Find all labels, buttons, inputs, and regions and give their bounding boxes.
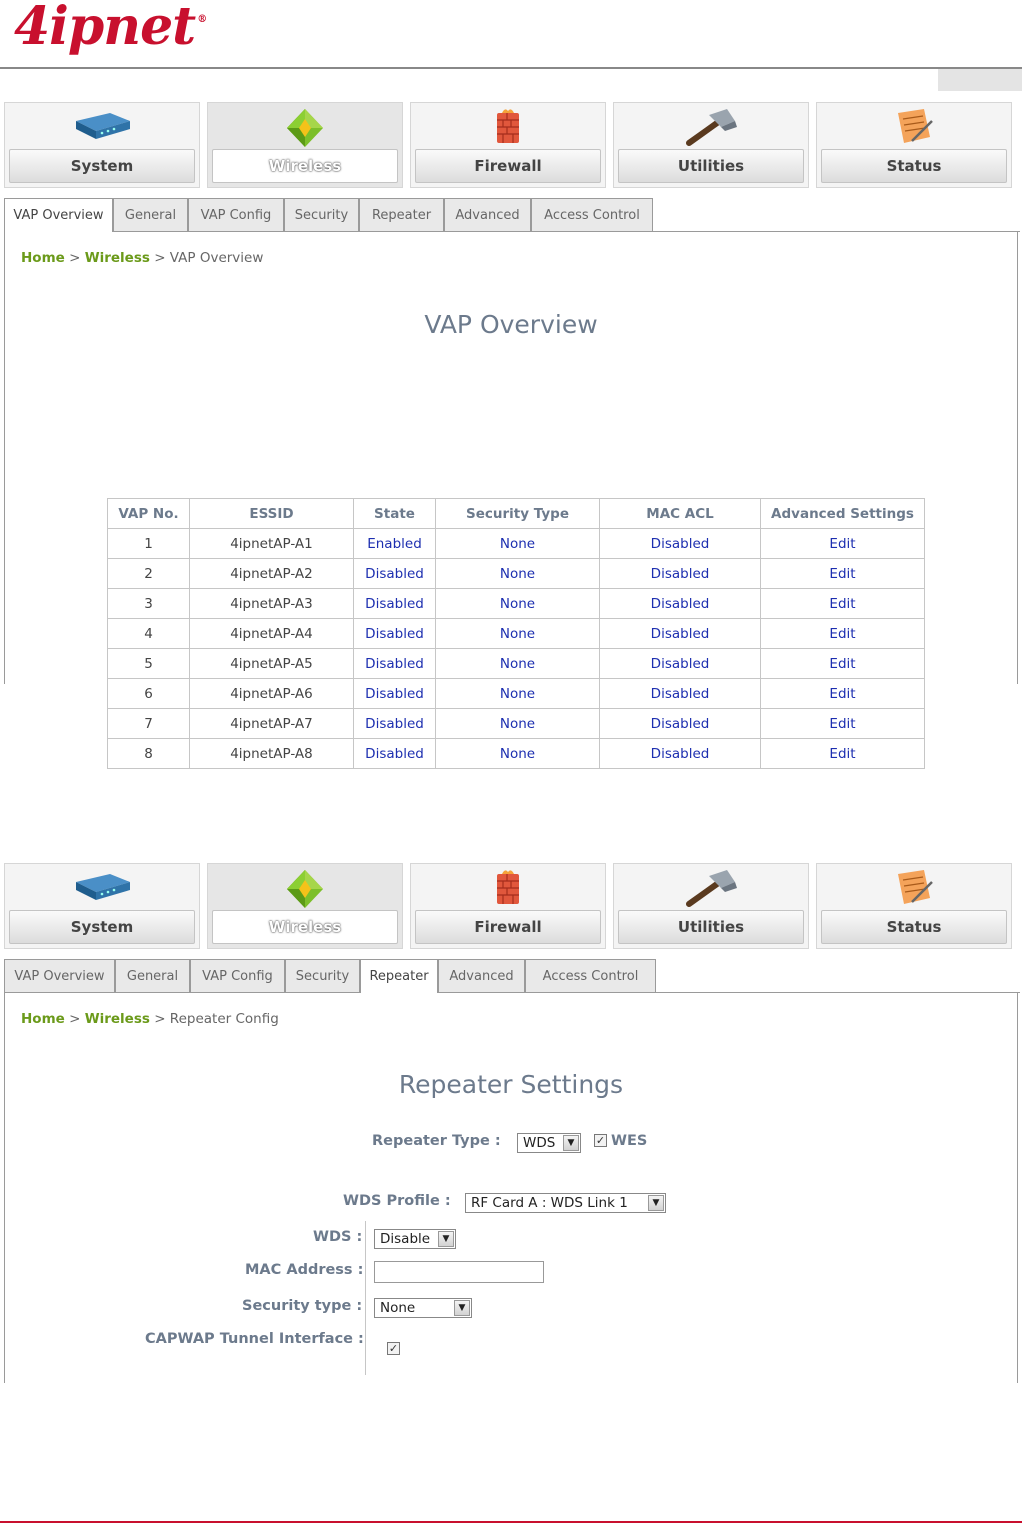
essid-cell: 4ipnetAP-A2 [190,559,354,589]
brand-logo: 4ipnet ® [14,0,207,57]
security-type-link[interactable]: None [436,649,600,679]
router-icon [5,868,199,910]
nav-label: Wireless [212,149,398,183]
vap-number-cell: 3 [108,589,190,619]
breadcrumb: Home > Wireless > VAP Overview [21,250,264,266]
essid-cell: 4ipnetAP-A7 [190,709,354,739]
nav-label: Wireless [212,910,398,944]
tab-access-control[interactable]: Access Control [531,198,653,231]
wireless-icon [208,107,402,149]
page-title: Repeater Settings [398,1070,624,1099]
edit-link[interactable]: Edit [761,649,925,679]
essid-cell: 4ipnetAP-A8 [190,739,354,769]
main-nav [4,863,1018,951]
sub-tabs [4,955,1020,993]
column-header: VAP No. [108,499,190,529]
chevron-down-icon: ▼ [648,1195,664,1211]
tab-repeater[interactable]: Repeater [359,198,444,231]
notepad-icon [817,868,1011,910]
tab-general[interactable]: General [115,959,190,992]
nav-status[interactable] [816,102,1012,188]
column-header: Security Type [436,499,600,529]
state-link[interactable]: Disabled [354,709,436,739]
nav-firewall[interactable] [410,102,606,188]
form-divider [365,1221,366,1375]
notepad-icon [817,107,1011,149]
nav-label: Firewall [415,149,601,183]
state-link[interactable]: Disabled [354,679,436,709]
nav-status[interactable] [816,863,1012,949]
essid-cell: 4ipnetAP-A3 [190,589,354,619]
edit-link[interactable]: Edit [761,619,925,649]
capwap-checkbox[interactable]: ✓ [388,1342,399,1355]
nav-system[interactable] [4,102,200,188]
mac-address-input[interactable] [374,1261,544,1283]
main-nav [4,102,1018,190]
vap-overview-panel [0,102,1022,762]
table-row [108,589,925,619]
security-type-link[interactable]: None [436,529,600,559]
table-row [108,709,925,739]
breadcrumb-wireless[interactable]: Wireless [84,250,150,266]
nav-label: Firewall [415,910,601,944]
essid-cell: 4ipnetAP-A6 [190,679,354,709]
breadcrumb: Home > Wireless > Repeater Config [21,1011,279,1027]
nav-label: Utilities [618,910,804,944]
security-type-label: Security type : [242,1298,363,1314]
vap-number-cell: 1 [108,529,190,559]
nav-utilities[interactable] [613,863,809,949]
router-icon [5,107,199,149]
wds-profile-label: WDS Profile : [343,1193,451,1209]
wes-label: WES [611,1133,648,1149]
column-header: ESSID [190,499,354,529]
edit-link[interactable]: Edit [761,529,925,559]
edit-link[interactable]: Edit [761,709,925,739]
column-header: MAC ACL [600,499,761,529]
edit-link[interactable]: Edit [761,559,925,589]
nav-firewall[interactable] [410,863,606,949]
wds-label: WDS : [313,1229,363,1245]
capwap-label: CAPWAP Tunnel Interface : [145,1331,364,1347]
mac-acl-link[interactable]: Disabled [600,559,761,589]
chevron-down-icon: ▼ [454,1300,470,1316]
chevron-down-icon: ▼ [438,1231,454,1247]
mac-acl-link[interactable]: Disabled [600,649,761,679]
table-row [108,559,925,589]
content-area [4,232,1018,762]
hammer-icon [614,868,808,910]
hammer-icon [614,107,808,149]
tab-security[interactable]: Security [285,959,360,992]
column-header: State [354,499,436,529]
nav-label: Utilities [618,149,804,183]
security-type-link[interactable]: None [436,619,600,649]
mac-acl-link[interactable]: Disabled [600,529,761,559]
mac-acl-link[interactable]: Disabled [600,709,761,739]
tab-access-control[interactable]: Access Control [525,959,656,992]
tab-vap-config[interactable]: VAP Config [188,198,284,231]
nav-label: Status [821,149,1007,183]
vap-number-cell: 7 [108,709,190,739]
vap-number-cell: 8 [108,739,190,769]
vap-table [107,498,925,769]
firewall-icon [411,868,605,910]
footer-divider [0,1521,1022,1523]
header-divider [0,67,1022,69]
firewall-icon [411,107,605,149]
security-type-link[interactable]: None [436,709,600,739]
mac-acl-link[interactable]: Disabled [600,619,761,649]
wes-checkbox[interactable]: ✓ [595,1134,606,1147]
tab-vap-overview[interactable]: VAP Overview [4,198,113,232]
repeater-type-label: Repeater Type : [372,1133,501,1149]
security-type-link[interactable]: None [436,589,600,619]
sub-tabs [4,194,1020,232]
tab-vap-overview[interactable]: VAP Overview [4,959,115,992]
security-type-link[interactable]: None [436,679,600,709]
breadcrumb-current: Repeater Config [169,1011,279,1027]
header-corner-block [938,69,1022,91]
essid-cell: 4ipnetAP-A4 [190,619,354,649]
content-area [4,993,1018,1383]
tab-repeater[interactable]: Repeater [360,959,438,993]
column-header: Advanced Settings [761,499,925,529]
tab-general[interactable]: General [113,198,188,231]
wds-profile-select[interactable]: RF Card A : WDS Link 1 ▼ [465,1193,666,1213]
security-type-link[interactable]: None [436,739,600,769]
table-row [108,679,925,709]
nav-system[interactable] [4,863,200,949]
nav-label: System [9,149,195,183]
security-type-select[interactable]: None ▼ [374,1298,472,1318]
edit-link[interactable]: Edit [761,679,925,709]
vap-number-cell: 2 [108,559,190,589]
chevron-down-icon: ▼ [563,1135,579,1151]
essid-cell: 4ipnetAP-A5 [190,649,354,679]
nav-label: System [9,910,195,944]
nav-label: Status [821,910,1007,944]
edit-link[interactable]: Edit [761,589,925,619]
mac-acl-link[interactable]: Disabled [600,589,761,619]
repeater-settings-panel [0,863,1022,1383]
tab-advanced[interactable]: Advanced [444,198,531,231]
edit-link[interactable]: Edit [761,739,925,769]
table-row [108,619,925,649]
state-link[interactable]: Disabled [354,559,436,589]
nav-wireless[interactable] [207,102,403,188]
nav-utilities[interactable] [613,102,809,188]
state-link[interactable]: Disabled [354,649,436,679]
essid-cell: 4ipnetAP-A1 [190,529,354,559]
wireless-icon [208,868,402,910]
breadcrumb-current: VAP Overview [169,250,264,266]
state-link[interactable]: Disabled [354,589,436,619]
tab-vap-config[interactable]: VAP Config [190,959,285,992]
breadcrumb-home[interactable]: Home [21,250,65,266]
table-row [108,739,925,769]
repeater-type-select[interactable]: WDS ▼ [517,1133,581,1153]
breadcrumb-home[interactable]: Home [21,1011,65,1027]
state-link[interactable]: Enabled [354,529,436,559]
table-row [108,649,925,679]
breadcrumb-wireless[interactable]: Wireless [84,1011,150,1027]
wds-select[interactable]: Disable ▼ [374,1229,456,1249]
tab-advanced[interactable]: Advanced [438,959,525,992]
page-title: VAP Overview [424,310,598,339]
vap-number-cell: 4 [108,619,190,649]
nav-wireless[interactable] [207,863,403,949]
vap-number-cell: 5 [108,649,190,679]
tab-security[interactable]: Security [284,198,359,231]
mac-acl-link[interactable]: Disabled [600,679,761,709]
security-type-link[interactable]: None [436,559,600,589]
table-row [108,529,925,559]
vap-number-cell: 6 [108,679,190,709]
mac-acl-link[interactable]: Disabled [600,739,761,769]
state-link[interactable]: Disabled [354,619,436,649]
state-link[interactable]: Disabled [354,739,436,769]
mac-address-label: MAC Address : [245,1262,364,1278]
